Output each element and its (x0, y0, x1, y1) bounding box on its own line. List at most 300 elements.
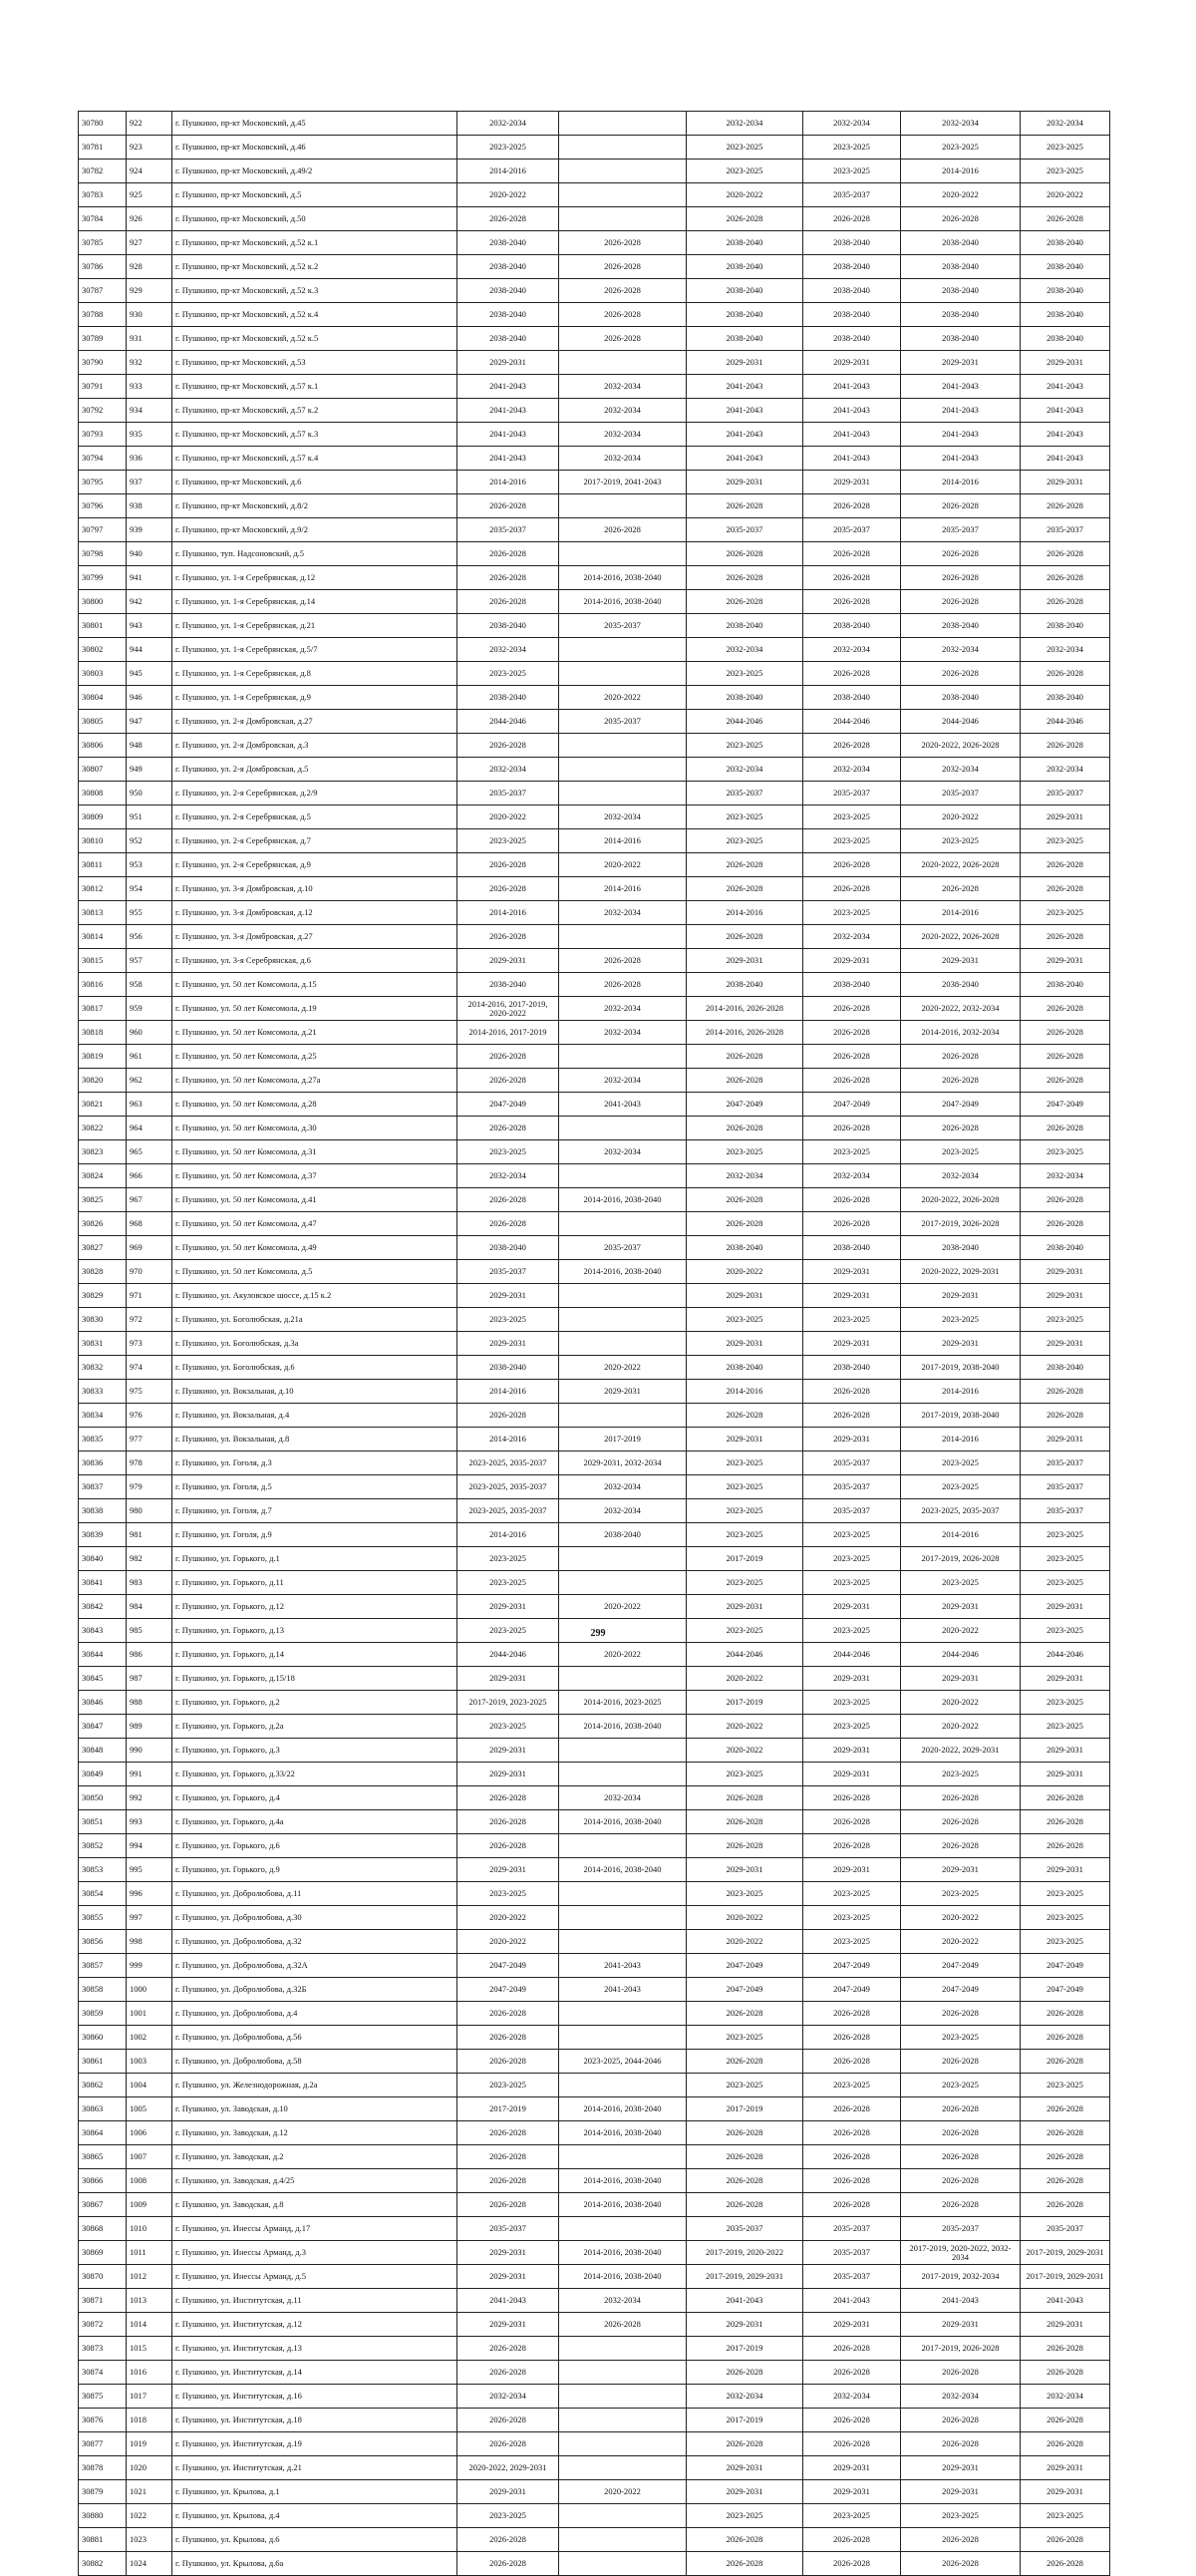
cell-address: г. Пушкино, ул. 1-я Серебрянская, д.9 (172, 686, 457, 710)
cell-period-6: 2035-2037 (1021, 782, 1110, 805)
cell-period-6: 2041-2043 (1021, 2289, 1110, 2313)
cell-period-2: 2032-2034 (559, 1475, 687, 1499)
cell-period-5: 2047-2049 (901, 1954, 1021, 1978)
cell-period-4: 2041-2043 (803, 447, 901, 471)
table-row (79, 2217, 1110, 2241)
cell-item-number: 1004 (127, 2074, 172, 2097)
cell-period-6: 2023-2025 (1021, 1308, 1110, 1332)
cell-address: г. Пушкино, ул. 3-я Домбровская, д.27 (172, 925, 457, 949)
cell-address: г. Пушкино, ул. Институтская, д.11 (172, 2289, 457, 2313)
table-row (79, 494, 1110, 518)
cell-period-4: 2026-2028 (803, 590, 901, 614)
cell-period-5: 2026-2028 (901, 566, 1021, 590)
table-row (79, 2121, 1110, 2145)
cell-period-5: 2020-2022, 2029-2031 (901, 1739, 1021, 1763)
cell-period-2: 2035-2037 (559, 614, 687, 638)
cell-period-4: 2026-2028 (803, 2097, 901, 2121)
table-row (79, 877, 1110, 901)
table-row (79, 2385, 1110, 2409)
cell-period-1: 2029-2031 (457, 1284, 559, 1308)
cell-row-number: 30790 (79, 351, 127, 375)
cell-period-4: 2026-2028 (803, 1404, 901, 1428)
cell-item-number: 928 (127, 255, 172, 279)
cell-address: г. Пушкино, ул. Боголюбская, д.21а (172, 1308, 457, 1332)
cell-period-5: 2035-2037 (901, 518, 1021, 542)
cell-period-4: 2026-2028 (803, 494, 901, 518)
cell-period-4: 2026-2028 (803, 2026, 901, 2050)
cell-period-6: 2029-2031 (1021, 1284, 1110, 1308)
cell-period-1: 2023-2025 (457, 2074, 559, 2097)
cell-item-number: 1002 (127, 2026, 172, 2050)
cell-period-5: 2038-2040 (901, 327, 1021, 351)
cell-period-4: 2023-2025 (803, 136, 901, 160)
cell-period-6: 2026-2028 (1021, 2337, 1110, 2361)
cell-row-number: 30851 (79, 1810, 127, 1834)
cell-period-6: 2023-2025 (1021, 1930, 1110, 1954)
cell-period-3: 2023-2025 (687, 136, 803, 160)
cell-period-4: 2038-2040 (803, 614, 901, 638)
table-row (79, 805, 1110, 829)
cell-period-3: 2017-2019 (687, 1547, 803, 1571)
table-row (79, 1117, 1110, 1140)
cell-row-number: 30836 (79, 1451, 127, 1475)
cell-address: г. Пушкино, ул. Горького, д.4 (172, 1786, 457, 1810)
cell-period-5: 2044-2046 (901, 710, 1021, 734)
table-row (79, 2193, 1110, 2217)
cell-period-4: 2038-2040 (803, 327, 901, 351)
cell-period-2: 2014-2016 (559, 829, 687, 853)
cell-period-2 (559, 1045, 687, 1069)
table-row (79, 1045, 1110, 1069)
cell-row-number: 30858 (79, 1978, 127, 2002)
table-row (79, 423, 1110, 447)
cell-period-5: 2026-2028 (901, 2361, 1021, 2385)
cell-period-1: 2014-2016 (457, 471, 559, 494)
cell-row-number: 30820 (79, 1069, 127, 1093)
table-row (79, 1834, 1110, 1858)
cell-item-number: 1011 (127, 2241, 172, 2265)
cell-period-2: 2020-2022 (559, 1595, 687, 1619)
cell-period-1: 2047-2049 (457, 1978, 559, 2002)
cell-item-number: 1015 (127, 2337, 172, 2361)
cell-period-5: 2023-2025 (901, 1308, 1021, 1332)
cell-row-number: 30786 (79, 255, 127, 279)
cell-period-5: 2029-2031 (901, 351, 1021, 375)
cell-period-2 (559, 494, 687, 518)
cell-address: г. Пушкино, ул. Гоголя, д.3 (172, 1451, 457, 1475)
cell-address: г. Пушкино, ул. 1-я Серебрянская, д.14 (172, 590, 457, 614)
table-row (79, 590, 1110, 614)
cell-period-1: 2023-2025 (457, 1715, 559, 1739)
cell-period-1: 2044-2046 (457, 1643, 559, 1667)
cell-period-6: 2026-2028 (1021, 1021, 1110, 1045)
cell-period-2: 2038-2040 (559, 1523, 687, 1547)
cell-period-3: 2014-2016 (687, 901, 803, 925)
cell-period-6: 2047-2049 (1021, 1093, 1110, 1117)
cell-item-number: 934 (127, 399, 172, 423)
table-row (79, 1188, 1110, 1212)
cell-period-5: 2023-2025 (901, 1451, 1021, 1475)
cell-period-3: 2023-2025 (687, 2074, 803, 2097)
cell-period-2: 2014-2016, 2038-2040 (559, 2241, 687, 2265)
cell-period-6: 2041-2043 (1021, 423, 1110, 447)
cell-period-1: 2038-2040 (457, 231, 559, 255)
cell-period-3: 2014-2016, 2026-2028 (687, 1021, 803, 1045)
cell-period-6: 2038-2040 (1021, 255, 1110, 279)
cell-period-1: 2029-2031 (457, 949, 559, 973)
cell-item-number: 978 (127, 1451, 172, 1475)
cell-period-2: 2029-2031 (559, 1380, 687, 1404)
cell-address: г. Пушкино, ул. Институтская, д.18 (172, 2409, 457, 2432)
cell-period-1: 2035-2037 (457, 1260, 559, 1284)
cell-period-1: 2032-2034 (457, 758, 559, 782)
cell-address: г. Пушкино, ул. Боголюбская, д.6 (172, 1356, 457, 1380)
cell-period-4: 2026-2028 (803, 2552, 901, 2576)
cell-period-5: 2026-2028 (901, 1069, 1021, 1093)
cell-period-3: 2026-2028 (687, 853, 803, 877)
cell-period-2: 2014-2016, 2038-2040 (559, 1188, 687, 1212)
cell-item-number: 966 (127, 1164, 172, 1188)
cell-period-2 (559, 758, 687, 782)
cell-period-3: 2017-2019, 2029-2031 (687, 2265, 803, 2289)
cell-item-number: 1024 (127, 2552, 172, 2576)
cell-period-4: 2029-2031 (803, 1858, 901, 1882)
cell-row-number: 30880 (79, 2504, 127, 2528)
cell-period-2 (559, 112, 687, 136)
cell-period-1: 2026-2028 (457, 207, 559, 231)
cell-period-4: 2026-2028 (803, 1188, 901, 1212)
cell-address: г. Пушкино, ул. Вокзальная, д.10 (172, 1380, 457, 1404)
cell-period-4: 2038-2040 (803, 686, 901, 710)
cell-period-1: 2023-2025 (457, 1882, 559, 1906)
table-row (79, 1906, 1110, 1930)
table-row (79, 1930, 1110, 1954)
cell-address: г. Пушкино, туп. Надсоновский, д.5 (172, 542, 457, 566)
cell-period-3: 2026-2028 (687, 2552, 803, 2576)
cell-period-4: 2026-2028 (803, 1786, 901, 1810)
cell-item-number: 959 (127, 997, 172, 1021)
cell-period-3: 2026-2028 (687, 1786, 803, 1810)
table-row (79, 1093, 1110, 1117)
cell-item-number: 942 (127, 590, 172, 614)
cell-address: г. Пушкино, ул. Крылова, д.6 (172, 2528, 457, 2552)
cell-period-6: 2026-2028 (1021, 1069, 1110, 1093)
cell-address: г. Пушкино, ул. Заводская, д.10 (172, 2097, 457, 2121)
cell-period-4: 2032-2034 (803, 638, 901, 662)
cell-period-1: 2029-2031 (457, 1332, 559, 1356)
cell-row-number: 30809 (79, 805, 127, 829)
cell-period-4: 2032-2034 (803, 112, 901, 136)
cell-period-1: 2014-2016 (457, 160, 559, 183)
cell-period-4: 2041-2043 (803, 423, 901, 447)
cell-period-1: 2029-2031 (457, 2241, 559, 2265)
cell-period-5: 2038-2040 (901, 1236, 1021, 1260)
cell-address: г. Пушкино, ул. Добролюбова, д.11 (172, 1882, 457, 1906)
table-row (79, 2145, 1110, 2169)
cell-row-number: 30782 (79, 160, 127, 183)
cell-period-4: 2026-2028 (803, 2145, 901, 2169)
cell-period-3: 2044-2046 (687, 710, 803, 734)
cell-period-2: 2032-2034 (559, 1786, 687, 1810)
cell-address: г. Пушкино, ул. Институтская, д.13 (172, 2337, 457, 2361)
cell-row-number: 30833 (79, 1380, 127, 1404)
cell-period-6: 2035-2037 (1021, 1451, 1110, 1475)
cell-period-1: 2026-2028 (457, 494, 559, 518)
cell-period-2 (559, 2002, 687, 2026)
cell-address: г. Пушкино, пр-кт Московский, д.52 к.3 (172, 279, 457, 303)
table-row (79, 2456, 1110, 2480)
cell-period-5: 2014-2016 (901, 471, 1021, 494)
cell-period-4: 2035-2037 (803, 518, 901, 542)
cell-row-number: 30839 (79, 1523, 127, 1547)
cell-period-2 (559, 542, 687, 566)
cell-item-number: 946 (127, 686, 172, 710)
cell-address: г. Пушкино, ул. Вокзальная, д.8 (172, 1428, 457, 1451)
cell-row-number: 30794 (79, 447, 127, 471)
cell-period-6: 2023-2025 (1021, 1547, 1110, 1571)
cell-period-4: 2035-2037 (803, 782, 901, 805)
table-row (79, 949, 1110, 973)
cell-item-number: 964 (127, 1117, 172, 1140)
cell-item-number: 1021 (127, 2480, 172, 2504)
cell-period-2: 2032-2034 (559, 399, 687, 423)
cell-period-1: 2026-2028 (457, 2169, 559, 2193)
cell-period-4: 2026-2028 (803, 853, 901, 877)
cell-row-number: 30882 (79, 2552, 127, 2576)
cell-period-4: 2032-2034 (803, 758, 901, 782)
cell-row-number: 30813 (79, 901, 127, 925)
cell-period-1: 2029-2031 (457, 1739, 559, 1763)
cell-period-3: 2023-2025 (687, 1523, 803, 1547)
cell-period-3: 2023-2025 (687, 2026, 803, 2050)
cell-item-number: 995 (127, 1858, 172, 1882)
cell-address: г. Пушкино, ул. Горького, д.6 (172, 1834, 457, 1858)
cell-period-4: 2023-2025 (803, 1140, 901, 1164)
cell-address: г. Пушкино, ул. Институтская, д.21 (172, 2456, 457, 2480)
cell-period-4: 2026-2028 (803, 1380, 901, 1404)
cell-period-3: 2023-2025 (687, 1308, 803, 1332)
cell-period-1: 2026-2028 (457, 542, 559, 566)
cell-address: г. Пушкино, ул. 2-я Домбровская, д.3 (172, 734, 457, 758)
cell-period-6: 2023-2025 (1021, 1882, 1110, 1906)
cell-period-6: 2023-2025 (1021, 1140, 1110, 1164)
cell-period-5: 2014-2016 (901, 1380, 1021, 1404)
cell-period-5: 2023-2025 (901, 2074, 1021, 2097)
cell-period-1: 2032-2034 (457, 112, 559, 136)
cell-address: г. Пушкино, ул. Горького, д.2а (172, 1715, 457, 1739)
cell-row-number: 30821 (79, 1093, 127, 1117)
cell-item-number: 953 (127, 853, 172, 877)
cell-address: г. Пушкино, ул. 50 лет Комсомола, д.19 (172, 997, 457, 1021)
cell-item-number: 941 (127, 566, 172, 590)
table-row (79, 183, 1110, 207)
table-row (79, 1978, 1110, 2002)
cell-period-1: 2035-2037 (457, 2217, 559, 2241)
cell-item-number: 1013 (127, 2289, 172, 2313)
cell-period-6: 2029-2031 (1021, 1739, 1110, 1763)
cell-item-number: 1016 (127, 2361, 172, 2385)
cell-row-number: 30828 (79, 1260, 127, 1284)
cell-period-6: 2026-2028 (1021, 1212, 1110, 1236)
cell-period-6: 2026-2028 (1021, 1404, 1110, 1428)
cell-period-1: 2026-2028 (457, 2552, 559, 2576)
cell-item-number: 945 (127, 662, 172, 686)
cell-period-2 (559, 1739, 687, 1763)
cell-row-number: 30874 (79, 2361, 127, 2385)
cell-item-number: 938 (127, 494, 172, 518)
cell-period-4: 2032-2034 (803, 1164, 901, 1188)
table-row (79, 2361, 1110, 2385)
cell-period-2: 2041-2043 (559, 1978, 687, 2002)
table-row (79, 758, 1110, 782)
cell-row-number: 30798 (79, 542, 127, 566)
cell-period-5: 2026-2028 (901, 877, 1021, 901)
cell-item-number: 985 (127, 1619, 172, 1643)
cell-period-3: 2029-2031 (687, 1284, 803, 1308)
cell-period-6: 2026-2028 (1021, 2121, 1110, 2145)
cell-period-3: 2020-2022 (687, 1906, 803, 1930)
cell-period-5: 2029-2031 (901, 2313, 1021, 2337)
cell-period-4: 2023-2025 (803, 1571, 901, 1595)
cell-period-3: 2035-2037 (687, 2217, 803, 2241)
table-row (79, 566, 1110, 590)
cell-period-5: 2023-2025 (901, 2504, 1021, 2528)
cell-row-number: 30801 (79, 614, 127, 638)
table-row (79, 2313, 1110, 2337)
table-row (79, 1715, 1110, 1739)
cell-period-3: 2038-2040 (687, 1236, 803, 1260)
cell-period-3: 2029-2031 (687, 2313, 803, 2337)
cell-period-4: 2029-2031 (803, 1332, 901, 1356)
cell-period-1: 2023-2025 (457, 1547, 559, 1571)
cell-period-2 (559, 925, 687, 949)
cell-row-number: 30876 (79, 2409, 127, 2432)
cell-address: г. Пушкино, ул. Заводская, д.12 (172, 2121, 457, 2145)
cell-item-number: 983 (127, 1571, 172, 1595)
cell-period-1: 2020-2022 (457, 1906, 559, 1930)
cell-period-4: 2026-2028 (803, 2337, 901, 2361)
cell-address: г. Пушкино, пр-кт Московский, д.52 к.2 (172, 255, 457, 279)
cell-period-4: 2026-2028 (803, 2121, 901, 2145)
cell-period-2: 2017-2019 (559, 1428, 687, 1451)
cell-period-1: 2026-2028 (457, 2193, 559, 2217)
cell-period-2 (559, 1930, 687, 1954)
cell-period-1: 2026-2028 (457, 1786, 559, 1810)
cell-period-3: 2038-2040 (687, 1356, 803, 1380)
cell-period-4: 2026-2028 (803, 542, 901, 566)
cell-item-number: 935 (127, 423, 172, 447)
table-row (79, 1667, 1110, 1691)
cell-period-6: 2041-2043 (1021, 447, 1110, 471)
cell-item-number: 1007 (127, 2145, 172, 2169)
cell-period-1: 2038-2040 (457, 614, 559, 638)
cell-period-3: 2026-2028 (687, 207, 803, 231)
cell-period-6: 2026-2028 (1021, 877, 1110, 901)
cell-period-4: 2023-2025 (803, 2504, 901, 2528)
table-row (79, 1308, 1110, 1332)
table-row (79, 1499, 1110, 1523)
cell-address: г. Пушкино, ул. 50 лет Комсомола, д.31 (172, 1140, 457, 1164)
cell-address: г. Пушкино, ул. Горького, д.14 (172, 1643, 457, 1667)
cell-period-5: 2038-2040 (901, 686, 1021, 710)
cell-item-number: 986 (127, 1643, 172, 1667)
table-row (79, 614, 1110, 638)
cell-period-3: 2047-2049 (687, 1093, 803, 1117)
cell-period-3: 2029-2031 (687, 2480, 803, 2504)
cell-item-number: 994 (127, 1834, 172, 1858)
cell-period-3: 2026-2028 (687, 2193, 803, 2217)
cell-period-6: 2029-2031 (1021, 1667, 1110, 1691)
cell-item-number: 989 (127, 1715, 172, 1739)
cell-period-5: 2023-2025 (901, 1882, 1021, 1906)
cell-period-2 (559, 2528, 687, 2552)
cell-period-1: 2029-2031 (457, 1858, 559, 1882)
cell-item-number: 925 (127, 183, 172, 207)
cell-period-4: 2026-2028 (803, 877, 901, 901)
cell-period-3: 2026-2028 (687, 1810, 803, 1834)
cell-period-2: 2026-2028 (559, 949, 687, 973)
table-row (79, 1643, 1110, 1667)
cell-period-3: 2035-2037 (687, 518, 803, 542)
page-number: 299 (590, 1628, 606, 1639)
cell-row-number: 30852 (79, 1834, 127, 1858)
cell-item-number: 952 (127, 829, 172, 853)
cell-address: г. Пушкино, ул. Добролюбова, д.56 (172, 2026, 457, 2050)
cell-address: г. Пушкино, ул. Горького, д.3 (172, 1739, 457, 1763)
cell-period-5: 2020-2022, 2026-2028 (901, 734, 1021, 758)
cell-period-2 (559, 1882, 687, 1906)
cell-row-number: 30872 (79, 2313, 127, 2337)
cell-period-4: 2026-2028 (803, 207, 901, 231)
cell-period-5: 2029-2031 (901, 949, 1021, 973)
table-row (79, 1428, 1110, 1451)
cell-period-2: 2014-2016, 2038-2040 (559, 2121, 687, 2145)
cell-period-4: 2035-2037 (803, 2217, 901, 2241)
cell-period-2: 2041-2043 (559, 1954, 687, 1978)
cell-address: г. Пушкино, пр-кт Московский, д.57 к.3 (172, 423, 457, 447)
cell-period-5: 2026-2028 (901, 590, 1021, 614)
cell-period-1: 2023-2025, 2035-2037 (457, 1475, 559, 1499)
cell-item-number: 960 (127, 1021, 172, 1045)
cell-item-number: 1003 (127, 2050, 172, 2074)
cell-period-2 (559, 2074, 687, 2097)
cell-period-4: 2023-2025 (803, 2074, 901, 2097)
table-row (79, 207, 1110, 231)
cell-period-3: 2035-2037 (687, 782, 803, 805)
cell-row-number: 30870 (79, 2265, 127, 2289)
cell-period-1: 2026-2028 (457, 1810, 559, 1834)
cell-period-2: 2026-2028 (559, 255, 687, 279)
cell-item-number: 977 (127, 1428, 172, 1451)
cell-period-4: 2029-2031 (803, 1260, 901, 1284)
cell-item-number: 982 (127, 1547, 172, 1571)
cell-period-2: 2032-2034 (559, 1140, 687, 1164)
cell-item-number: 1010 (127, 2217, 172, 2241)
cell-row-number: 30837 (79, 1475, 127, 1499)
cell-period-2: 2014-2016, 2038-2040 (559, 590, 687, 614)
table-row (79, 1595, 1110, 1619)
cell-period-3: 2023-2025 (687, 2504, 803, 2528)
cell-period-3: 2038-2040 (687, 614, 803, 638)
cell-item-number: 931 (127, 327, 172, 351)
cell-period-1: 2029-2031 (457, 1595, 559, 1619)
cell-period-6: 2026-2028 (1021, 1117, 1110, 1140)
table-row (79, 1380, 1110, 1404)
cell-period-3: 2026-2028 (687, 1045, 803, 1069)
cell-period-5: 2029-2031 (901, 1595, 1021, 1619)
cell-period-4: 2035-2037 (803, 2241, 901, 2265)
cell-period-2: 2032-2034 (559, 1069, 687, 1093)
